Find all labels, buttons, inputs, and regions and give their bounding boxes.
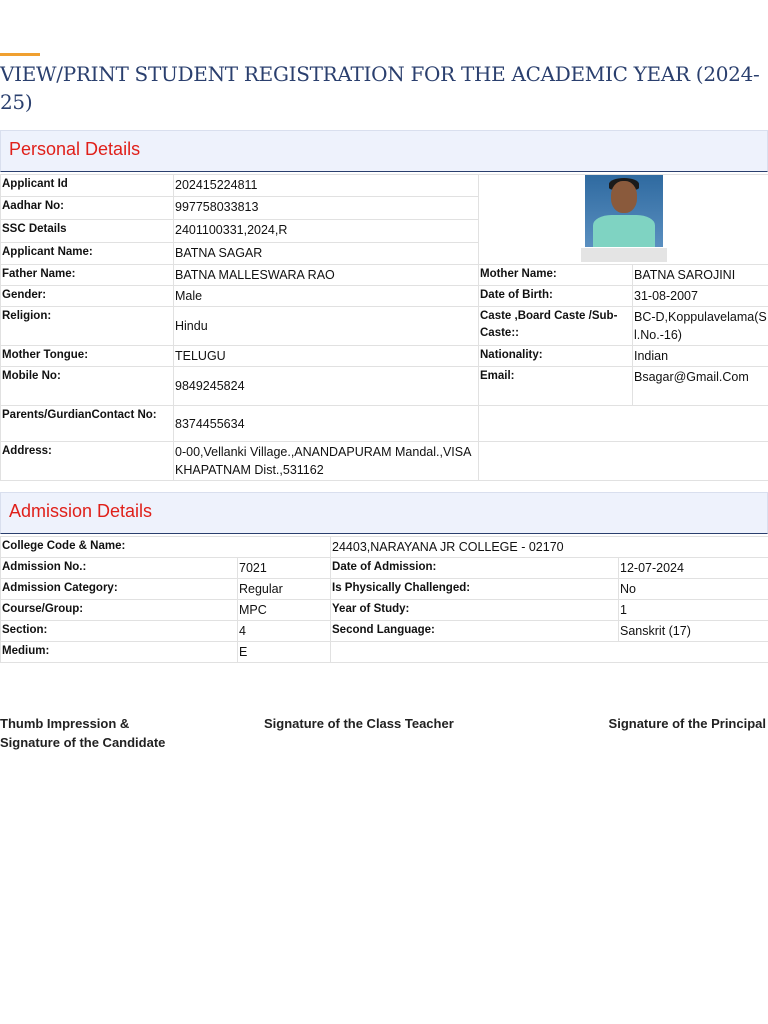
ssc-label: SSC Details: [1, 220, 174, 243]
table-row: [1, 307, 768, 346]
table-row: [1, 406, 768, 442]
medium-label: Medium:: [1, 642, 238, 663]
course-value: MPC: [238, 600, 331, 621]
section-value: 4: [238, 621, 331, 642]
empty-cell: [479, 442, 768, 481]
year-of-study-value: 1: [619, 600, 768, 621]
table-row: [1, 175, 768, 197]
class-teacher-signature-caption: Signature of the Class Teacher: [264, 716, 454, 731]
email-value: Bsagar@Gmail.Com: [633, 367, 768, 406]
admission-date-label: Date of Admission:: [331, 558, 619, 579]
admission-no-value: 7021: [238, 558, 331, 579]
table-row: [1, 621, 768, 642]
principal-signature-caption: Signature of the Principal: [608, 716, 766, 731]
college-value: 24403,NARAYANA JR COLLEGE - 02170: [331, 537, 768, 558]
religion-label: Religion:: [1, 307, 174, 346]
admission-category-label: Admission Category:: [1, 579, 238, 600]
email-label: Email:: [479, 367, 633, 406]
physically-challenged-value: No: [619, 579, 768, 600]
medium-value: E: [238, 642, 331, 663]
personal-details-heading: Personal Details: [9, 139, 141, 159]
gender-label: Gender:: [1, 286, 174, 307]
applicant-id-value: 202415224811: [174, 175, 479, 197]
admission-details-heading: Admission Details: [9, 501, 153, 521]
candidate-signature-line2: Signature of the Candidate: [0, 735, 166, 750]
candidate-signature-caption: [0, 714, 165, 752]
admission-details-table: [0, 536, 768, 663]
table-row: [1, 579, 768, 600]
parent-contact-label: Parents/GurdianContact No:: [1, 406, 174, 442]
father-name-label: Father Name:: [1, 265, 174, 286]
table-row: [1, 537, 768, 558]
mother-name-label: Mother Name:: [479, 265, 633, 286]
table-row: [1, 346, 768, 367]
mobile-value: 9849245824: [174, 367, 479, 406]
table-row: [1, 558, 768, 579]
parent-contact-value: 8374455634: [174, 406, 479, 442]
candidate-signature-line1: Thumb Impression &: [0, 716, 130, 731]
nationality-label: Nationality:: [479, 346, 633, 367]
table-row: [1, 442, 768, 481]
year-of-study-label: Year of Study:: [331, 600, 619, 621]
applicant-name-label: Applicant Name:: [1, 243, 174, 265]
section-label: Section:: [1, 621, 238, 642]
applicant-id-label: Applicant Id: [1, 175, 174, 197]
religion-value: Hindu: [174, 307, 479, 346]
dob-label: Date of Birth:: [479, 286, 633, 307]
applicant-name-value: BATNA SAGAR: [174, 243, 479, 265]
ssc-value: 2401100331,2024,R: [174, 220, 479, 243]
gender-value: Male: [174, 286, 479, 307]
dob-value: 31-08-2007: [633, 286, 768, 307]
table-row: [1, 642, 768, 663]
aadhar-label: Aadhar No:: [1, 197, 174, 220]
college-label: College Code & Name:: [1, 537, 331, 558]
aadhar-value: 997758033813: [174, 197, 479, 220]
photo-cell: [479, 175, 768, 265]
mother-name-value: BATNA SAROJINI: [633, 265, 768, 286]
admission-category-value: Regular: [238, 579, 331, 600]
father-name-value: BATNA MALLESWARA RAO: [174, 265, 479, 286]
empty-cell: [331, 642, 768, 663]
course-label: Course/Group:: [1, 600, 238, 621]
mother-tongue-label: Mother Tongue:: [1, 346, 174, 367]
table-row: [1, 367, 768, 406]
title-accent-bar: [0, 53, 40, 56]
address-label: Address:: [1, 442, 174, 481]
admission-details-header: [0, 492, 768, 534]
physically-challenged-label: Is Physically Challenged:: [331, 579, 619, 600]
second-language-label: Second Language:: [331, 621, 619, 642]
second-language-value: Sanskrit (17): [619, 621, 768, 642]
address-value: 0-00,Vellanki Village.,ANANDAPURAM Mandal.,VISAKHAPATNAM Dist.,531162: [174, 442, 479, 481]
personal-details-header: [0, 130, 768, 172]
caste-value: BC-D,Koppulavelama(Sl.No.-16): [633, 307, 768, 346]
applicant-photo: [585, 175, 663, 247]
caste-label: Caste ,Board Caste /Sub-Caste::: [479, 307, 633, 346]
personal-details-table: [0, 174, 768, 481]
mobile-label: Mobile No:: [1, 367, 174, 406]
applicant-signature-image: [581, 248, 667, 262]
mother-tongue-value: TELUGU: [174, 346, 479, 367]
nationality-value: Indian: [633, 346, 768, 367]
admission-no-label: Admission No.:: [1, 558, 238, 579]
table-row: [1, 265, 768, 286]
table-row: [1, 286, 768, 307]
page-title: VIEW/PRINT STUDENT REGISTRATION FOR THE ACADEMIC YEAR (2024-25): [0, 62, 760, 114]
table-row: [1, 600, 768, 621]
empty-cell: [479, 406, 768, 442]
admission-date-value: 12-07-2024: [619, 558, 768, 579]
